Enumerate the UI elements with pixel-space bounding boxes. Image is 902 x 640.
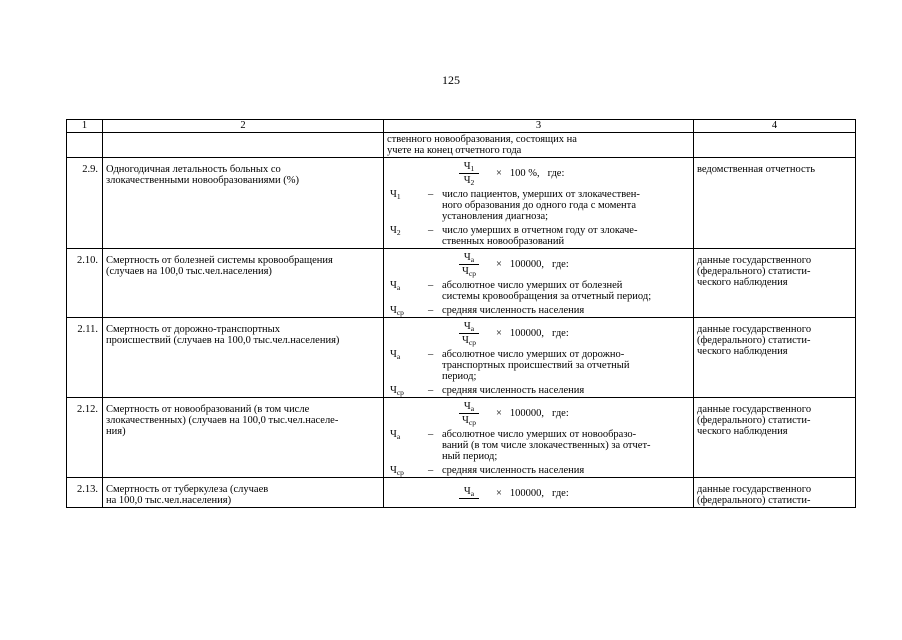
symbol: $Ч_2$ [390,225,401,237]
page-number: 125 [442,73,460,87]
indicator-name: Смертность от туберкулеза (случаев на 100,0 тыс.чел.населения) [103,478,384,508]
symbol: $Ч_а$ [390,429,401,441]
multiplier: 100000, [509,487,545,499]
data-source: данные государственного (федерального) статисти- ческого наблюдения [694,398,856,478]
numerator-symbol: $Ч_а$ [463,400,475,413]
table-row [67,318,856,398]
indicator-name: Одногодичная летальность больных со злокачественными новообразованиями (%) [103,158,384,249]
denominator [462,265,476,277]
row-number: 2.13. [67,478,103,508]
fraction [450,321,488,346]
legend-dash: – [428,225,434,236]
where-label: где: [552,258,569,270]
legend-description: абсолютное число умерших от дорожно- транспортных происшествий за отчетный период; [442,349,630,382]
legend-dash: – [428,280,434,291]
legend-item [388,305,689,316]
row-number: 2.11. [67,318,103,398]
header-col-3: 3 [384,120,694,133]
row-number: 2.9. [67,158,103,249]
legend-symbol [388,280,428,302]
row-number: 2.12. [67,398,103,478]
numerator-symbol: $Ч_а$ [463,251,475,264]
indicator-name: Смертность от дорожно-транспортных происшествий (случаев на 100,0 тыс.чел.населения) [103,318,384,398]
data-source: данные государственного (федерального) статисти- [694,478,856,508]
legend-dash: – [428,189,434,200]
legend-description: абсолютное число умерших от новообразо- ваний (в том числе злокачественных) за отчет- ный период; [442,429,651,462]
multiplier: 100000, [509,407,545,419]
header-col-4: 4 [694,120,856,133]
denominator-symbol: $Ч_{ср}$ [462,265,476,278]
legend-item [388,225,689,247]
calculation-method [384,398,694,478]
where-label: где: [552,407,569,419]
where-label: где: [552,327,569,339]
header-col-2: 2 [103,120,384,133]
fraction [450,486,488,500]
legend-symbol [388,465,428,476]
legend-dash: – [428,349,434,360]
calculation-method [384,158,694,249]
multiply-sign: × [496,167,502,179]
header-col-1: 1 [67,120,103,133]
multiplier: 100000, [509,258,545,270]
legend-symbol [388,429,428,462]
legend-description: средняя численность населения [442,465,585,476]
fraction [450,161,488,186]
legend-dash: – [428,429,434,440]
continuation-row [67,133,856,158]
numerator [459,252,479,265]
legend-item [388,189,689,222]
data-source: данные государственного (федерального) статисти- ческого наблюдения [694,318,856,398]
data-source: ведомственная отчетность [694,158,856,249]
where-label: где: [547,167,565,179]
table-row [67,398,856,478]
legend-symbol [388,349,428,382]
formula [388,160,689,186]
calculation-method [384,478,694,508]
formula [388,480,689,506]
row-number: 2.10. [67,249,103,318]
multiply-sign: × [496,407,502,419]
table-row [67,249,856,318]
legend-description: абсолютное число умерших от болезней системы кровообращения за отчетный период; [442,280,652,302]
calculation-method [384,249,694,318]
formula [388,400,689,426]
multiplier: 100000, [509,327,545,339]
numerator-symbol: $Ч_а$ [463,320,475,333]
indicator-name: Смертность от болезней системы кровообращения (случаев на 100,0 тыс.чел.населения) [103,249,384,318]
header-row [67,120,856,133]
symbol: $Ч_{ср}$ [390,305,404,317]
symbol: $Ч_{ср}$ [390,465,404,477]
legend-description: средняя численность населения [442,305,585,316]
legend-item [388,280,689,302]
symbol: $Ч_а$ [390,280,401,292]
indicator-name: Смертность от новообразований (в том числе злокачественных) (случаев на 100,0 тыс.чел.населе- ния) [103,398,384,478]
legend-item [388,349,689,382]
numerator [459,161,480,174]
legend-symbol [388,305,428,316]
legend-description: средняя численность населения [442,385,585,396]
numerator [459,321,479,334]
data-source: данные государственного (федерального) статисти- ческого наблюдения [694,249,856,318]
numerator-symbol: $Ч_а$ [463,486,475,498]
legend-item [388,429,689,462]
legend-dash: – [428,385,434,396]
formula [388,251,689,277]
numerator [459,401,479,414]
legend-symbol [388,385,428,396]
legend-description: число умерших в отчетном году от злокаче- ственных новообразований [442,225,638,247]
table-row [67,478,856,508]
legend-dash: – [428,465,434,476]
numerator [459,486,479,499]
legend-item [388,385,689,396]
legend-symbol [388,225,428,247]
legend-dash: – [428,305,434,316]
symbol: $Ч_{ср}$ [390,385,404,397]
indicators-table [66,119,856,508]
symbol: $Ч_а$ [390,349,401,361]
multiply-sign: × [496,327,502,339]
symbol: $Ч_1$ [390,189,401,201]
where-label: где: [552,487,569,499]
fraction [450,252,488,277]
fraction [450,401,488,426]
denominator-symbol: $Ч_{ср}$ [462,334,476,347]
denominator-symbol: $Ч_{ср}$ [462,414,476,427]
denominator [462,414,476,426]
denominator [464,174,475,186]
legend-symbol [388,189,428,222]
denominator-symbol: $Ч_2$ [463,174,475,187]
legend-item [388,465,689,476]
legend-description: число пациентов, умерших от злокачествен- ного образования до одного года с момента установления диагноза; [442,189,640,222]
table-row [67,158,856,249]
multiplier: 100 %, [509,167,540,179]
denominator [462,334,476,346]
multiply-sign: × [496,258,502,270]
continuation-text: ственного новообразования, состоящих на учете на конец отчетного года [384,133,694,158]
formula [388,320,689,346]
calculation-method [384,318,694,398]
multiply-sign: × [496,487,502,499]
numerator-symbol: $Ч_1$ [463,160,475,173]
